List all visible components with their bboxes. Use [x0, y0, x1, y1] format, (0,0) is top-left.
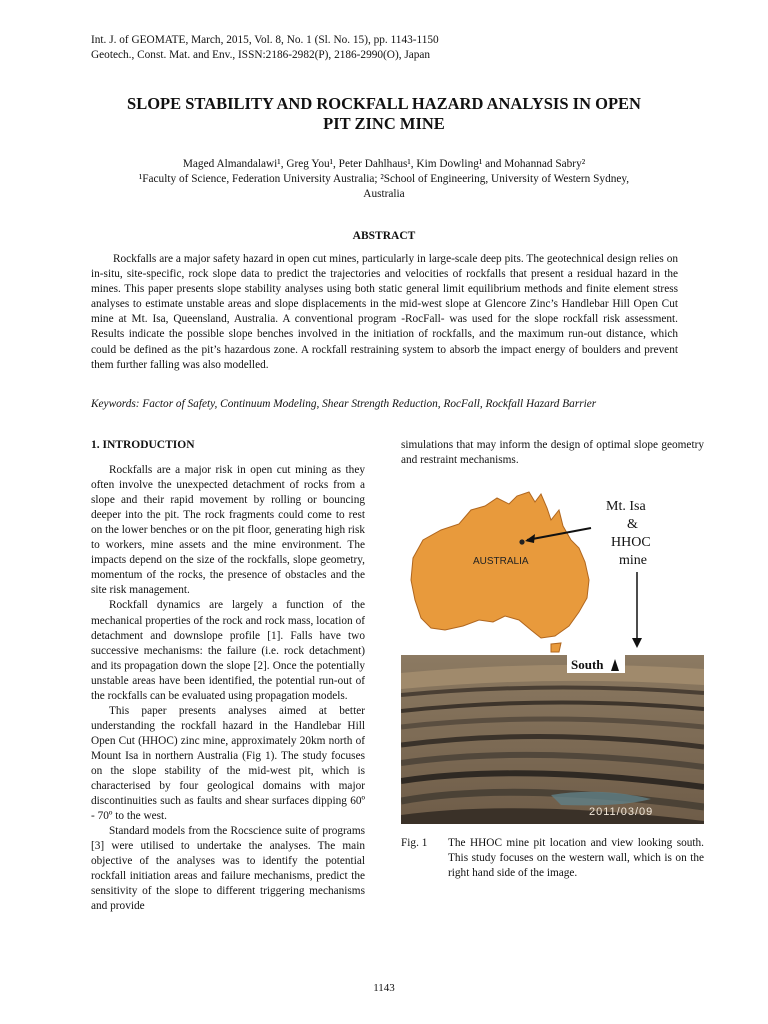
location-map-panel: [401, 480, 704, 655]
intro-paragraph-continued: simulations that may inform the design of optimal slope geometry and restraint mechanisms.: [401, 439, 704, 467]
right-column: [401, 438, 704, 468]
section-heading-introduction: 1. INTRODUCTION: [91, 439, 195, 451]
abstract-heading: ABSTRACT: [352, 230, 416, 242]
australia-map: [401, 480, 704, 655]
figure-1: [401, 480, 704, 824]
author-names: Maged Almandalawi¹, Greg You¹, Peter Dahlhaus¹, Kim Dowling¹ and Mohannad Sabry²: [182, 158, 586, 170]
mount-isa-marker: [519, 539, 524, 544]
paper-title: [60, 94, 708, 134]
left-column: [91, 438, 365, 914]
paper-title-line2: PIT ZINC MINE: [323, 114, 445, 133]
page-number: 1143: [373, 982, 395, 994]
callout-label-line3: HHOC: [611, 535, 651, 550]
figure-caption-text: The HHOC mine pit location and view looking south. This study focuses on the western wall, which is on the right hand side of the image.: [448, 837, 704, 879]
intro-paragraph-3: This paper presents analyses aimed at better understanding the rockfall hazard in the Handlebar Hill Open Cut (HHOC) zinc mine, approximately 20km north of Mount Isa in northern Australia (Fig 1). The study focuses on the slope stability of the mid-west pit, which is characterised by four geological domains with major discontinuities such as faults and shear surfaces dipping 60º - 70º to the west.: [91, 704, 365, 823]
affiliation-line1: ¹Faculty of Science, Federation University Australia; ²School of Engineering, University of Western Sydney,: [138, 173, 630, 185]
affiliation-line2: Australia: [363, 188, 405, 200]
mine-pit-photo: [401, 655, 704, 824]
callout-label-line1: Mt. Isa: [606, 499, 646, 514]
callout-label-line4: mine: [619, 553, 647, 568]
mine-pit-illustration: [401, 655, 704, 824]
intro-paragraph-1: Rockfalls are a major risk in open cut mining as they often involve the unexpected detachment of rocks from a slope and their rapid movement by rolling or bouncing deeper into the pit. The rock fragments could come to rest on the lower benches or on the pit floor, generating high risk to workers, mine assets and the mine environment. The impacts depend on the size of the rockfalls, slope geometry, momentum of the rocks, the presence of obstacles and the site risk management.: [91, 464, 365, 597]
intro-paragraph-2: Rockfall dynamics are largely a function of the mechanical properties of the rock and rock mass, location of detachment and downslope profile [1]. Falls have two successive mechanisms: the failure (i.e. rock detachment) and its propagation down the slope [2]. Once the potentially unstable areas have been identified, the potential run-out of the rockfalls can be evaluated using propagation models.: [91, 599, 365, 702]
author-block: [60, 157, 708, 202]
journal-header: [91, 33, 439, 63]
keywords: Keywords: Factor of Safety, Continuum Modeling, Shear Strength Reduction, RocFall, Rockfall Hazard Barrier: [91, 398, 597, 410]
intro-paragraph-4: Standard models from the Rocscience suite of programs [3] were utilised to undertake the analyses. The main objective of the analyses was to identify the potential rockfall initiation areas and failure mechanisms, predict the sensitivity of the slope to different triggering mechanisms and provide: [91, 825, 365, 913]
figure-caption-label: Fig. 1: [401, 837, 428, 849]
journal-header-line2: Geotech., Const. Mat. and Env., ISSN:2186-2982(P), 2186-2990(O), Japan: [91, 49, 431, 61]
south-label: South: [571, 657, 604, 672]
journal-header-line1: Int. J. of GEOMATE, March, 2015, Vol. 8, No. 1 (Sl. No. 15), pp. 1143-1150: [91, 34, 439, 46]
abstract-text: Rockfalls are a major safety hazard in open cut mines, particularly in large-scale deep pits. The geotechnical design relies on in-situ, site-specific, rock slope data to predict the trajectories and velocities of rockfalls that present a residual hazard in the mines. This paper presents slope stability analyses using both static general limit equilibrium methods and finite element stress analyses to estimate unstable areas and slope displacements in the mid-west slope at Glencore Zinc’s Handlebar Hill Open Cut mine at Mt. Isa, Queensland, Australia. A conventional program -RocFall- was used for the slope rockfall risk assessment. Results indicate the possible slope benches involved in the initiation of rockfalls, and the maximum run-out distance, which could be defined as the pit’s hazardous zone. A rockfall restraining system to absorb the impact energy of boulders and prevent them further falling was also modelled.: [91, 253, 678, 371]
tasmania: [551, 643, 561, 652]
callout-label-line2: &: [627, 517, 638, 532]
view-direction-arrowhead: [632, 638, 642, 648]
map-country-label: AUSTRALIA: [473, 556, 529, 567]
photo-datestamp: 2011/03/09: [589, 806, 654, 818]
paper-title-line1: SLOPE STABILITY AND ROCKFALL HAZARD ANALYSIS IN OPEN: [127, 94, 641, 113]
